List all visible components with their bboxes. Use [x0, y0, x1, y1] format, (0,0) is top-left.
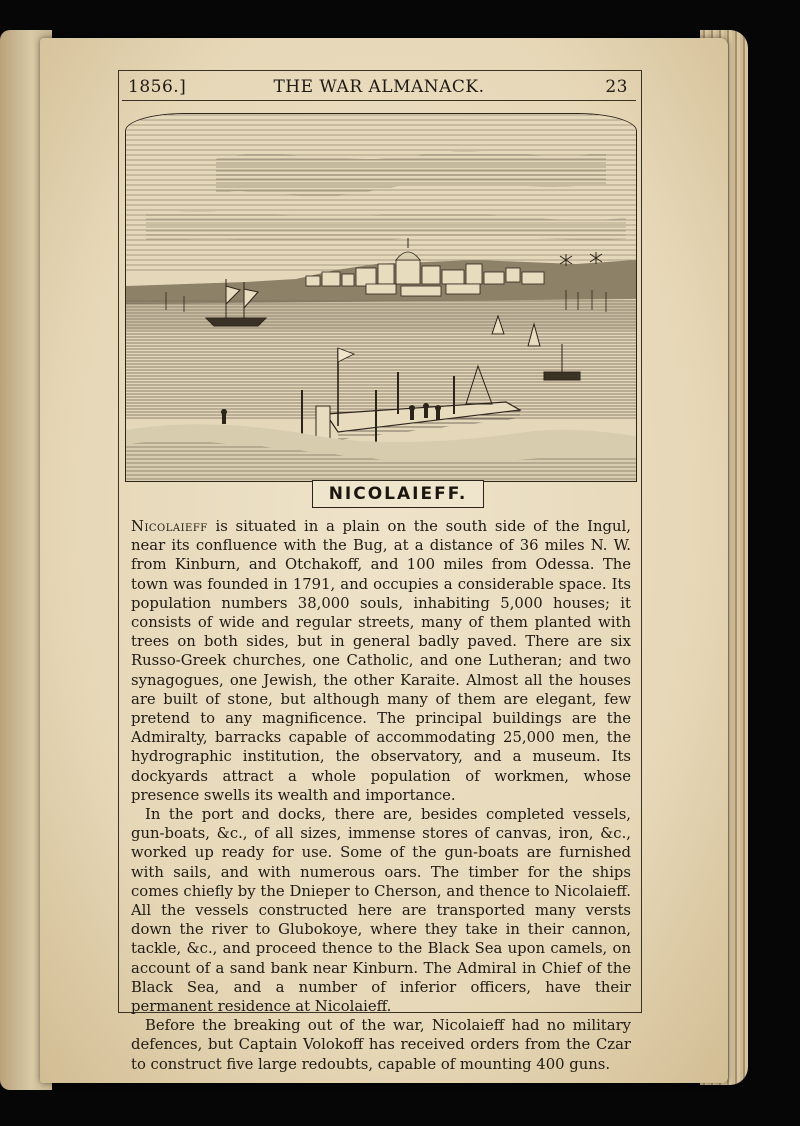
engraving-illustration — [125, 113, 637, 482]
illustration-caption: NICOLAIEFF. — [312, 480, 484, 508]
paragraph-1 — [131, 517, 631, 805]
paragraph-3: Before the breaking out of the war, Nicolaieff had no military defences, but Captain Volokoff has received orders from the Czar to construct five large redoubts, capable of mounting 400 guns. — [131, 1017, 631, 1073]
harbor-view-engraving — [126, 114, 636, 481]
article-body — [131, 517, 631, 1074]
paragraph-2: In the port and docks, there are, besides completed vessels, gun-boats, &c., of all sizes, immense stores of canvas, iron, &c., worked up ready for use. Some of the gun-boats are furnished with sails, and with numerous oars. The timber for the ships comes chiefly by the Dnieper to Cherson, and thence to Nicolaieff. All the vessels constructed here are transported many versts down the river to Glubokoye, where they take in their cannon, tackle, &c., and proceed thence to the Black Sea upon camels, on account of a sand bank near Kinburn. The Admiral in Chief of the Black Sea, and a number of inferior officers, have their permanent residence at Nicolaieff. — [131, 806, 631, 1016]
page-number: 23 — [605, 77, 628, 97]
running-header — [122, 74, 636, 101]
paragraph-1-text: is situated in a plain on the south side of the Ingul, near its confluence with the Bug, at a distance of 36 miles N. W. from Kinburn, and Otchakoff, and 100 miles from Odessa. The town was founded in 1791, and occupies a considerable space. Its population numbers 38,000 souls, inhabiting 5,000 houses; it consists of wide and regular streets, many of them planted with trees on both sides, but in general badly paved. There are six Russo-Greek churches, one Catholic, and one Lutheran; and two synagogues, one Jewish, the other Karaite. Almost all the houses are built of stone, but although many of them are elegant, few pretend to any magnificence. The principal buildings are the Admiralty, barracks capable of accommodating 25,000 men, the hydrographic institution, the observatory, and a museum. Its dockyards attract a whole population of workmen, whose presence swells its wealth and importance. — [131, 518, 631, 804]
header-title: THE WAR ALMANACK. — [273, 77, 485, 97]
header-year: 1856.] — [128, 77, 187, 97]
lead-word: Nicolaieff — [131, 518, 208, 535]
